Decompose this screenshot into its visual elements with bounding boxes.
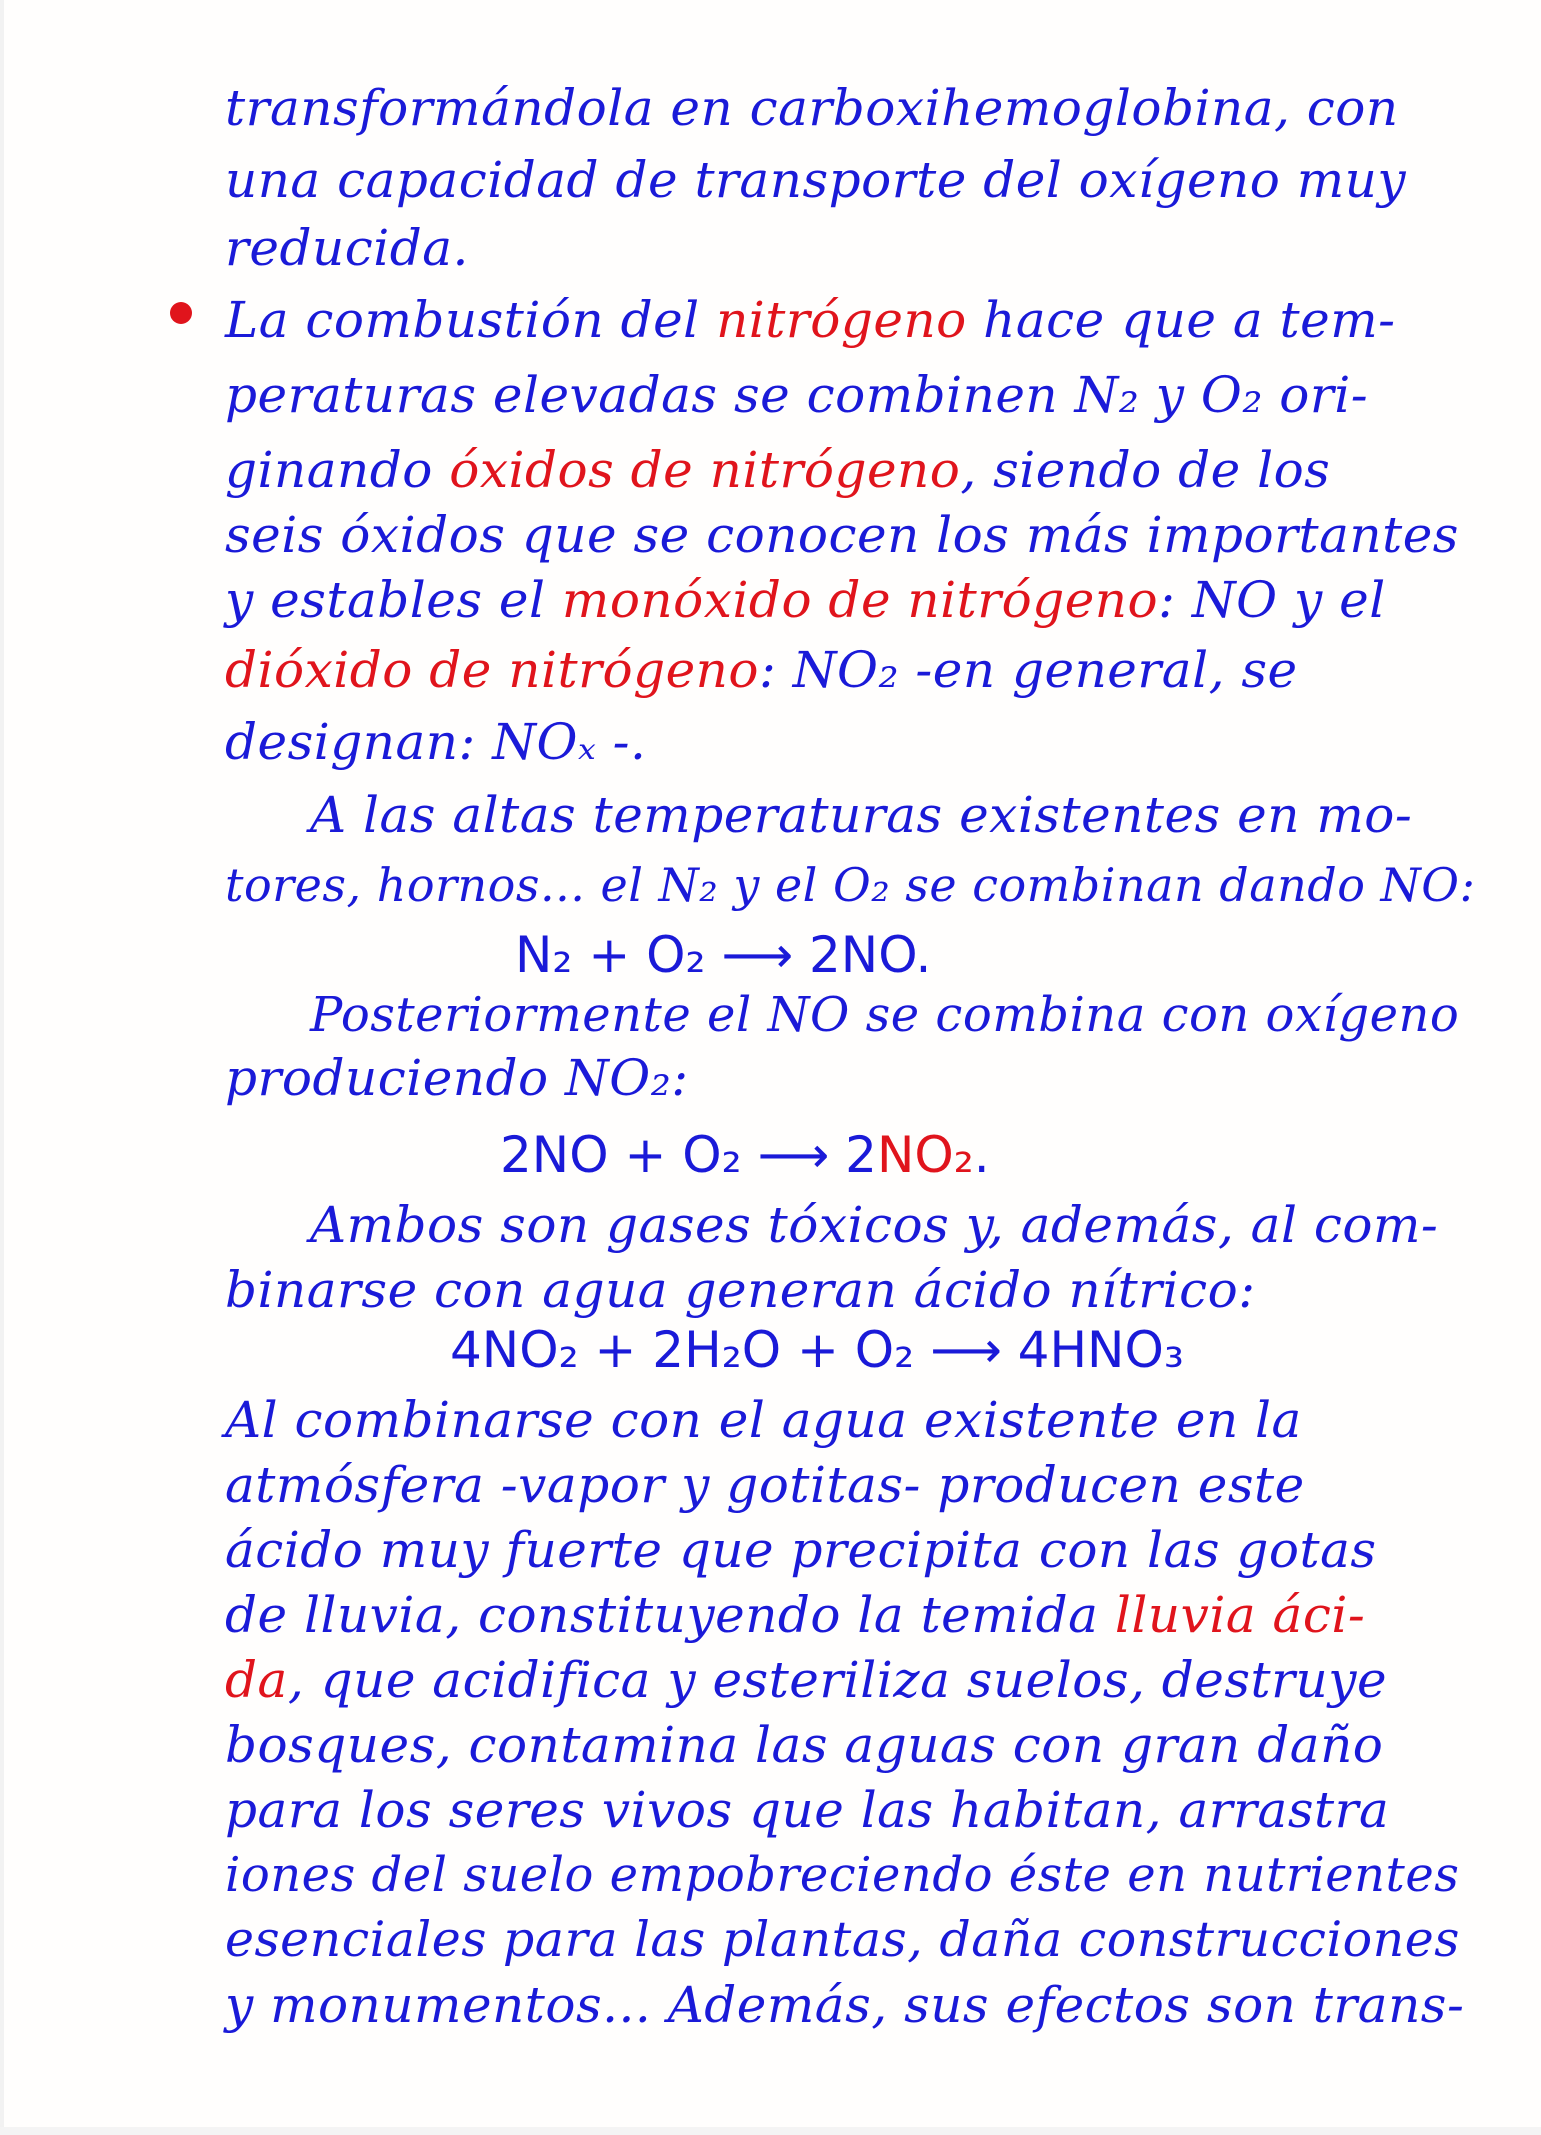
text-line: de lluvia, constituyendo la temida lluvia áci- — [225, 1586, 1366, 1644]
text-line: La combustión del nitrógeno hace que a tem- — [225, 291, 1396, 349]
text-line: dióxido de nitrógeno: NO₂ -en general, se — [225, 641, 1298, 699]
text-line: reducida. — [225, 219, 469, 277]
text-line: produciendo NO₂: — [225, 1049, 689, 1107]
text-line: da, que acidifica y esteriliza suelos, destruye — [225, 1651, 1388, 1709]
highlight-term: lluvia áci- — [1114, 1586, 1366, 1644]
text-line: tores, hornos... el N₂ y el O₂ se combinan dando NO: — [225, 858, 1476, 912]
text-line: binarse con agua generan ácido nítrico: — [225, 1261, 1256, 1319]
chemical-equation: 4NO₂ + 2H₂O + O₂ ⟶ 4HNO₃ — [450, 1321, 1184, 1379]
chemical-equation: 2NO + O₂ ⟶ 2NO₂. — [500, 1126, 990, 1184]
text-line: ginando óxidos de nitrógeno, siendo de los — [225, 441, 1331, 499]
highlight-term: monóxido de nitrógeno — [561, 571, 1159, 629]
text-line: atmósfera -vapor y gotitas- producen este — [225, 1456, 1305, 1514]
text-line: seis óxidos que se conocen los más importantes — [225, 506, 1459, 564]
text-line: transformándola en carboxihemoglobina, con — [225, 79, 1399, 137]
text-line: y monumentos... Además, sus efectos son trans- — [225, 1976, 1465, 2034]
red-bullet-icon — [170, 302, 192, 324]
highlight-term: nitrógeno — [716, 291, 967, 349]
highlight-term: dióxido de nitrógeno — [225, 641, 759, 699]
highlight-term: da — [225, 1651, 288, 1709]
page-edge-bottom — [0, 2127, 1541, 2135]
text-line: Posteriormente el NO se combina con oxígeno — [310, 987, 1460, 1043]
text-line: A las altas temperaturas existentes en mo- — [310, 786, 1413, 844]
text-line: bosques, contamina las aguas con gran daño — [225, 1716, 1384, 1774]
page-edge-left — [0, 0, 4, 2135]
text-line: iones del suelo empobreciendo éste en nutrientes — [225, 1847, 1460, 1903]
text-line: designan: NOₓ -. — [225, 713, 647, 771]
text-line: para los seres vivos que las habitan, arrastra — [225, 1781, 1390, 1839]
text-line: Ambos son gases tóxicos y, además, al com- — [310, 1196, 1439, 1254]
text-line: ácido muy fuerte que precipita con las gotas — [225, 1521, 1377, 1579]
text-line: esenciales para las plantas, daña construcciones — [225, 1911, 1460, 1968]
text-line: Al combinarse con el agua existente en la — [225, 1391, 1302, 1449]
text-line: una capacidad de transporte del oxígeno muy — [225, 151, 1407, 209]
text-line: y estables el monóxido de nitrógeno: NO y el — [225, 571, 1386, 629]
highlight-term: NO₂ — [876, 1126, 974, 1184]
text-line: peraturas elevadas se combinen N₂ y O₂ ori- — [225, 366, 1369, 424]
highlight-term: óxidos de nitrógeno — [449, 441, 961, 499]
chemical-equation: N₂ + O₂ ⟶ 2NO. — [515, 926, 932, 984]
